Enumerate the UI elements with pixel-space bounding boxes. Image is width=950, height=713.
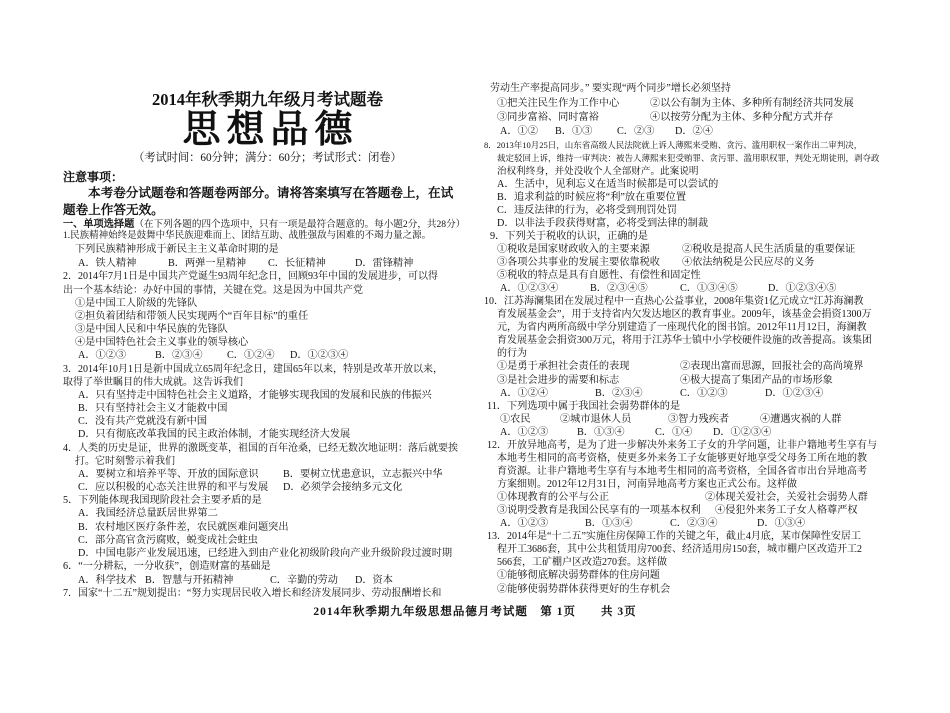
question-12-stem-line-2: 本地考生相同的高考资格，使更多外来务工子女能够更好地享受父母务工所在地的教 xyxy=(497,452,867,464)
question-13-statement-2: ②能够使弱势群体获得更好的生存机会 xyxy=(497,583,671,595)
question-11-statement-2: ②城市退休人员 xyxy=(560,413,632,425)
question-4-stem-line-2: 打。它时刻警示着我们 xyxy=(75,455,175,467)
question-7-option-d: D．②④ xyxy=(675,125,713,137)
question-6-option-d: D．资本 xyxy=(355,574,393,586)
question-2-statement-2: ②担负着团结和带领人民实现两个“百年目标”的重任 xyxy=(75,310,309,322)
question-13-stem-line-1: 13．2014年是“十二五”实施住房保障工作的关键之年，截止4月底，某市保障性安居工 xyxy=(487,530,861,542)
question-12-option-a: A．①②③ xyxy=(500,517,549,529)
question-1-option-d: D．雷锋精神 xyxy=(355,257,414,269)
question-4-option-d: D．必须学会接纳多元文化 xyxy=(283,481,403,493)
question-9-statement-5: ⑤税收的特点是具有自愿性、有偿性和固定性 xyxy=(497,269,701,281)
question-12-option-d: D．①③④ xyxy=(757,517,806,529)
question-11-option-b: B．①③④ xyxy=(577,426,625,438)
question-11-statement-3: ③智力残疾者 xyxy=(668,413,730,425)
section-heading: 一、单项选择题 xyxy=(63,218,135,230)
question-13-stem-line-2: 程开工3686套，其中公共租赁用房700套、经济适用房150套，城市棚户区改造开工2 xyxy=(497,543,862,555)
question-7-statement-3: ③同步富裕、同时富裕 xyxy=(497,111,599,123)
notice-line-1: 本考卷分试题卷和答题卷两部分。请将答案填写在答题卷上，在试 xyxy=(88,186,454,200)
question-2-statement-1: ①是中国工人阶级的先锋队 xyxy=(75,297,198,309)
question-8-option-d: D．以非法手段获得财富，必将受到法律的制裁 xyxy=(497,217,709,229)
question-12-option-c: C．②③④ xyxy=(670,517,718,529)
question-2-statement-4: ④是中国特色社会主义事业的领导核心 xyxy=(75,336,249,348)
page-footer: 2014年秋季期九年级思想品德月考试题 第 1页 共 3页 xyxy=(313,606,637,618)
question-9-option-d: D．①②③④⑤ xyxy=(768,282,837,294)
question-10-option-d: D．①②③④ xyxy=(765,387,824,399)
section-note: （在下列各题的四个选项中，只有一项是最符合题意的。每小题2分，共28分） xyxy=(134,218,466,230)
question-3-option-d: D．只有彻底改革我国的民主政治体制，才能实现经济大发展 xyxy=(78,428,351,440)
question-9-option-a: A．①②③④ xyxy=(500,282,559,294)
question-1-stem-line-2: 下列民族精神形成于新民主主义革命时期的是 xyxy=(75,243,279,255)
question-7-stem-line-2: 劳动生产率提高同步。” 要实现“两个同步”增长必须坚持 xyxy=(490,82,731,94)
question-5-option-a: A．我国经济总量跃居世界第二 xyxy=(78,507,218,519)
question-2-stem-line-2: 出一个基本结论：办好中国的事情，关键在党。这是因为中国共产党 xyxy=(63,284,363,296)
question-7-option-a: A．①② xyxy=(500,125,538,137)
exam-title: 2014年秋季期九年级月考试题卷 xyxy=(152,90,383,109)
question-9-statement-4: ④依法纳税是公民应尽的义务 xyxy=(682,256,815,268)
question-12-statement-1: ①体现教育的公平与公正 xyxy=(497,491,610,503)
notice-line-2: 题卷上作答无效。 xyxy=(63,203,164,217)
question-9-option-b: B．②③④⑤ xyxy=(590,282,648,294)
question-4-stem-line-1: 4．人类的历史是证，世界的激既变革，祖国的百年沧桑，已经无数次地证明：落后就要挨 xyxy=(63,442,458,454)
question-7-option-b: B．①③ xyxy=(555,125,593,137)
question-12-stem-line-1: 12．开放异地高考，是为了进一步解决外来务工子女的升学问题，让非户籍地考生享有与 xyxy=(487,439,877,451)
question-5-option-c: C．部分高官贪污腐败，蜕变成社会蛀虫 xyxy=(78,534,258,546)
question-11-option-c: C．①④ xyxy=(655,426,693,438)
question-9-statement-1: ①税收是国家财政收入的主要来源 xyxy=(497,243,650,255)
question-11-stem-line-1: 11．下列选项中属于我国社会弱势群体的是 xyxy=(487,400,681,412)
question-12-option-b: B．①③④ xyxy=(585,517,633,529)
question-7-statement-4: ④以按劳分配为主体、多种分配方式并存 xyxy=(650,111,834,123)
question-4-option-a: A．要树立和培养平等、开放的国际意识 xyxy=(78,468,259,480)
question-3-stem-line-2: 取得了举世瞩目的伟大成就。这告诉我们 xyxy=(63,376,243,388)
question-3-option-a: A．只有坚持走中国特色社会主义道路，才能够实现我国的发展和民族的伟振兴 xyxy=(78,389,432,401)
question-2-statement-3: ③是中国人民和中华民族的先锋队 xyxy=(75,323,228,335)
question-6-option-a: A．科学技术 xyxy=(78,574,137,586)
question-7-statement-2: ②以公有制为主体、多种所有制经济共同发展 xyxy=(650,97,854,109)
question-11-option-a: A．①②③ xyxy=(500,426,549,438)
question-10-option-c: C．①②③ xyxy=(680,387,728,399)
question-10-stem-line-5: 的行为 xyxy=(497,347,527,359)
subject-title: 思想品德 xyxy=(182,109,359,151)
question-1-option-a: A．铁人精神 xyxy=(78,257,137,269)
question-3-option-b: B．只有坚持社会主义才能救中国 xyxy=(78,402,228,414)
question-10-stem-line-2: 育发展基金会”，用于支持省内欠发达地区的教育事业。2009年，该基金会捐资1300万 xyxy=(497,308,872,320)
question-12-statement-4: ④侵犯外来务工子女人格尊严权 xyxy=(715,504,858,516)
question-9-statement-2: ②税收是提高人民生活质量的重要保证 xyxy=(682,243,856,255)
question-2-stem-line-1: 2．2014年7月1日是中国共产党诞生93周年纪念日，回顾93年中国的发展进步，可以得 xyxy=(63,270,438,282)
question-9-stem-line-1: 9．下列关于税收的认识，正确的是 xyxy=(490,230,648,242)
question-11-statement-4: ④遭遇灾祸的人群 xyxy=(760,413,842,425)
question-7-option-c: C．②③ xyxy=(617,125,655,137)
question-9-statement-3: ③各项公共事业的发展主要依靠税收 xyxy=(497,256,660,268)
question-2-option-d: D．①②③④ xyxy=(290,349,349,361)
question-11-statement-1: ①农民 xyxy=(500,413,531,425)
question-10-statement-1: ①是勇于承担社会责任的表现 xyxy=(497,360,630,372)
question-12-stem-line-4: 方案细则。2012年12月31日，河南异地高考方案也正式公布。这样做 xyxy=(497,478,797,490)
question-5-stem-line-1: 5．下列能体现我国现阶段社会主要矛盾的是 xyxy=(63,494,262,506)
question-7-statement-1: ①把关注民生作为工作中心 xyxy=(497,97,620,109)
question-3-stem-line-1: 3．2014年10月1日是新中国成立65周年纪念日，建国65年以来，特别是改革开放以来， xyxy=(63,363,443,375)
question-10-option-b: B．②③④ xyxy=(595,387,643,399)
question-10-statement-4: ④极大提高了集团产品的市场形象 xyxy=(680,374,833,386)
question-8-stem-line-1: 8．2013年10月25日，山东省高级人民法院就上诉人薄熙来受贿、贪污、滥用职权一案作出二审判决， xyxy=(484,139,863,150)
notice-heading: 注意事项： xyxy=(63,170,124,184)
question-4-option-c: C．应以积极的心态关注世界的和平与发展 xyxy=(78,481,269,493)
question-8-option-c: C．违反法律的行为，必将受到刑罚处罚 xyxy=(497,204,677,216)
question-12-statement-3: ③说明受教育是我国公民享有的一项基本权利 xyxy=(497,504,701,516)
question-6-stem-line-1: 6．“一分耕耘，一分收获”，创造财富的基础是 xyxy=(63,560,271,572)
question-10-statement-2: ②表现出富而思源，回报社会的高尚境界 xyxy=(680,360,864,372)
question-10-stem-line-4: 育发展基金会捐资300万元，将用于江苏华士镇中小学校硬件设施的改善提高。该集团 xyxy=(497,334,872,346)
question-2-option-a: A．①②③ xyxy=(78,349,127,361)
question-10-stem-line-3: 元，为省内两所高级中学分别建造了一座现代化的图书馆。2012年11月12日，海澜教 xyxy=(497,321,867,333)
question-2-option-c: C．①②④ xyxy=(227,349,275,361)
question-1-stem-line-1: 1.民族精神始终是鼓舞中华民族迎难而上、团结互助、战胜强敌与困难的不竭力量之源。 xyxy=(63,230,432,241)
question-5-option-d: D．中国电影产业发展迅速，已经进入到由产业化初级阶段向产业升级阶段过渡时期 xyxy=(78,547,453,559)
question-2-option-b: B．②③④ xyxy=(155,349,203,361)
question-10-stem-line-1: 10．江苏海澜集团在发展过程中一直热心公益事业，2008年集资1亿元成立“江苏海澜教 xyxy=(484,295,864,307)
question-11-option-d: D．①②③④ xyxy=(713,426,772,438)
question-12-stem-line-3: 育资源。让非户籍地考生享有与本地考生相同的高考资格，全国各省市出台异地高考 xyxy=(497,465,867,477)
exam-info: （考试时间：60分钟；满分：60分；考试形式：闭卷） xyxy=(133,152,402,164)
question-13-statement-1: ①能够彻底解决弱势群体的住房问题 xyxy=(497,569,660,581)
question-13-stem-line-3: 566套，工矿棚户区改造270套。这样做 xyxy=(497,556,667,568)
question-8-stem-line-2: 裁定驳回上诉，维持一审判决：被告人薄熙来犯受贿罪、贪污罪、滥用职权罪，判处无期徒刑，剥夺政 xyxy=(497,152,880,163)
question-7-stem-line-1: 7．国家“十二五”规划提出：“努力实现居民收入增长和经济发展同步、劳动报酬增长和 xyxy=(63,587,442,599)
question-6-option-c: C．辛勤的劳动 xyxy=(270,574,338,586)
question-8-stem-line-3: 治权利终身，并处没收个人全部财产。此案说明 xyxy=(497,165,699,177)
question-8-option-a: A．生活中，见利忘义在适当时候都是可以尝试的 xyxy=(497,178,719,190)
question-1-option-b: B．两弹一星精神 xyxy=(168,257,247,269)
question-8-option-b: B．追求利益的时候应将“利”放在重要位置 xyxy=(497,191,687,203)
question-4-option-b: B．要树立忧患意识，立志振兴中华 xyxy=(283,468,443,480)
question-10-option-a: A．①②④ xyxy=(500,387,549,399)
question-9-option-c: C．①③④⑤ xyxy=(680,282,738,294)
question-10-statement-3: ③是社会进步的需要和标志 xyxy=(497,374,620,386)
question-6-option-b: B．智慧与开拓精神 xyxy=(145,574,234,586)
question-3-option-c: C．没有共产党就没有新中国 xyxy=(78,415,208,427)
question-1-option-c: C．长征精神 xyxy=(268,257,326,269)
question-12-statement-2: ②体现关爱社会，关爱社会弱势人群 xyxy=(705,491,868,503)
question-5-option-b: B．农村地区医疗条件差，农民就医难问题突出 xyxy=(78,521,289,533)
